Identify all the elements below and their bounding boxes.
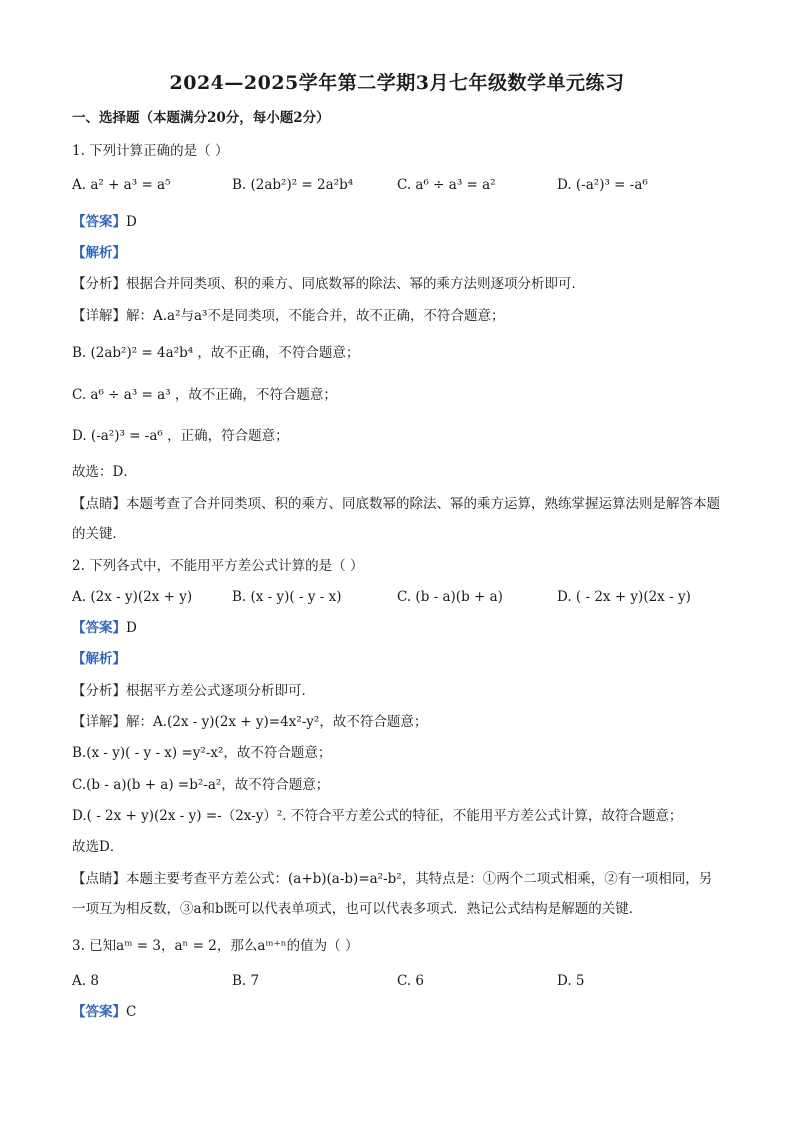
fenxi-tag: 【分析】 xyxy=(72,683,126,699)
q2-line-d: D.( - 2x + y)(2x - y) =-（2x-y）². 不符合平方差公式的特征，不能用平方差公式计算，故符合题意； xyxy=(72,808,683,824)
q2-choose: 故选D． xyxy=(72,839,124,855)
dianjing-tag: 【点睛】 xyxy=(72,496,126,512)
q2-line-b: B.(x - y)( - y - x) =y²-x²，故不符合题意； xyxy=(72,745,332,761)
q2-xiangjie-text: 解：A.(2x - y)(2x + y)=4x²-y²，故不符合题意； xyxy=(126,714,428,730)
q1-dianjing xyxy=(72,489,722,549)
q1-dianjing-text: 本题考查了合并同类项、积的乘方、同底数幂的除法、幂的乘方运算，熟练掌握运算法则是解答本题的关键． xyxy=(72,496,720,542)
q3-stem: 3. 已知aᵐ = 3，aⁿ = 2，那么aᵐ⁺ⁿ的值为（ ） xyxy=(72,938,359,954)
q3-answer xyxy=(72,1002,136,1022)
q1-option-c: C. a⁶ ÷ a³ = a² xyxy=(397,177,496,193)
page-title: 2024—2025学年第二学期3月七年级数学单元练习 xyxy=(169,72,625,94)
q2-answer xyxy=(72,618,137,638)
q1-fenxi-text: 根据合并同类项、积的乘方、同底数幂的除法、幂的乘方法则逐项分析即可． xyxy=(126,276,585,292)
xiangjie-tag: 【详解】 xyxy=(72,308,126,324)
q2-option-b: B. (x - y)( - y - x) xyxy=(232,589,342,605)
q2-option-a: A. (2x - y)(2x + y) xyxy=(72,589,193,605)
q1-answer xyxy=(72,212,137,232)
q2-line-c: C.(b - a)(b + a) =b²-a²，故不符合题意； xyxy=(72,777,330,793)
q1-option-b: B. (2ab²)² = 2a²b⁴ xyxy=(232,177,354,193)
q1-choose: 故选：D． xyxy=(72,464,137,480)
q2-analysis-heading xyxy=(72,649,126,669)
q1-option-d: D. (-a²)³ = -a⁶ xyxy=(557,177,648,193)
q2-xiangjie xyxy=(72,712,427,732)
q2-option-d: D. ( - 2x + y)(2x - y) xyxy=(557,589,691,605)
q1-fenxi xyxy=(72,274,585,294)
q1-xiangjie-text: 解：A.a²与a³不是同类项，不能合并，故不正确，不符合题意； xyxy=(126,308,505,324)
q1-analysis-heading xyxy=(72,243,126,263)
q2-stem: 2. 下列各式中，不能用平方差公式计算的是（ ） xyxy=(72,558,364,574)
xiangjie-tag: 【详解】 xyxy=(72,714,126,730)
q2-fenxi xyxy=(72,681,315,701)
fenxi-tag: 【分析】 xyxy=(72,276,126,292)
q1-answer-value: D xyxy=(126,214,137,230)
analysis-tag: 【解析】 xyxy=(72,651,126,667)
q3-option-a: A. 8 xyxy=(72,973,99,989)
q2-dianjing xyxy=(72,864,722,924)
q3-option-d: D. 5 xyxy=(557,973,585,989)
answer-tag: 【答案】 xyxy=(72,620,126,636)
dianjing-tag: 【点睛】 xyxy=(72,871,126,887)
answer-tag: 【答案】 xyxy=(72,1004,126,1020)
q3-option-b: B. 7 xyxy=(232,973,260,989)
answer-tag: 【答案】 xyxy=(72,214,126,230)
q1-stem: 1. 下列计算正确的是（ ） xyxy=(72,143,229,159)
q3-option-c: C. 6 xyxy=(397,973,425,989)
section-heading: 一、选择题（本题满分20分，每小题2分） xyxy=(72,110,330,126)
q1-line-b: B. (2ab²)² = 4a²b⁴ ，故不正确，不符合题意； xyxy=(72,345,360,361)
q2-answer-value: D xyxy=(126,620,137,636)
q1-xiangjie xyxy=(72,306,504,326)
q1-line-c: C. a⁶ ÷ a³ = a³ ，故不正确，不符合题意； xyxy=(72,387,337,403)
analysis-tag: 【解析】 xyxy=(72,245,126,261)
q2-option-c: C. (b - a)(b + a) xyxy=(397,589,503,605)
q3-answer-value: C xyxy=(126,1004,137,1020)
q2-dianjing-text: 本题主要考查平方差公式：(a+b)(a-b)=a²-b²，其特点是：①两个二项式相乘，②有一项相同，另一项互为相反数，③a和b既可以代表单项式，也可以代表多项式．熟记公式结构是解题的关键． xyxy=(72,871,713,917)
q1-line-d: D. (-a²)³ = -a⁶ ，正确，符合题意； xyxy=(72,428,289,444)
q1-option-a: A. a² + a³ = a⁵ xyxy=(72,177,171,193)
q2-fenxi-text: 根据平方差公式逐项分析即可． xyxy=(126,683,315,699)
